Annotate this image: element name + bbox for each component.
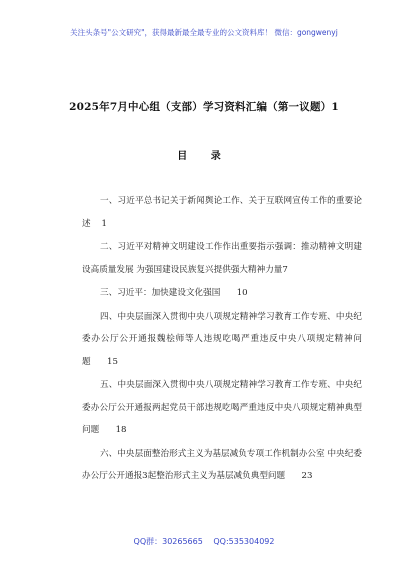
toc-item-text: 四、中央层面深入贯彻中央八项规定精神学习教育工作专班、中央纪委办公厅公开通报魏桧师等人违规吃喝严重违反中央八项规定精神问题: [82, 311, 362, 367]
toc-heading: 目 录: [177, 151, 231, 162]
toc-item[interactable]: [82, 190, 362, 235]
toc-item-text: 二、习近平对精神文明建设工作作出重要指示强调：推动精神文明建设高质量发展 为强国建设民族复兴提供强大精神力量: [82, 242, 362, 275]
toc-item-text: 一、习近平总书记关于新闻舆论工作、关于互联网宣传工作的重要论述: [82, 196, 362, 229]
toc-item-page: 7: [282, 264, 288, 275]
toc-item[interactable]: [82, 282, 362, 305]
toc-item-page: 1: [101, 218, 108, 229]
toc-item-page: 15: [107, 356, 118, 367]
toc-item-text: 五、中央层面深入贯彻中央八项规定精神学习教育工作专班、中央纪委办公厅公开通报两起党员干部违规吃喝严重违反中央八项规定精神典型问题: [82, 380, 362, 435]
table-of-contents: [82, 190, 362, 488]
footer-qq-group: QQ群：30265665: [133, 537, 203, 546]
toc-item-page: 18: [115, 425, 127, 435]
toc-item[interactable]: [82, 236, 362, 281]
toc-item[interactable]: [82, 306, 362, 374]
toc-item-text: 三、习近平：加快建设文化强国: [100, 288, 221, 298]
footer-qq-number: QQ:535304092: [213, 537, 275, 546]
toc-item-text: 六、中央层面整治形式主义为基层减负专项工作机制办公室 中央纪委办公厅公开通报3起整治形式主义为基层减负典型问题: [82, 448, 362, 481]
header-banner: 关注头条号"公文研究"，获得最新最全最专业的公文资料库！ 微信：gongwenyj: [70, 28, 338, 37]
toc-item-page: 23: [301, 471, 313, 481]
footer-contact: [0, 536, 408, 547]
toc-item[interactable]: [82, 374, 362, 442]
toc-item-page: 10: [236, 288, 248, 298]
toc-item[interactable]: [82, 443, 362, 488]
document-title: 2025年7月中心组（支部）学习资料汇编（第一议题）1: [69, 101, 339, 113]
